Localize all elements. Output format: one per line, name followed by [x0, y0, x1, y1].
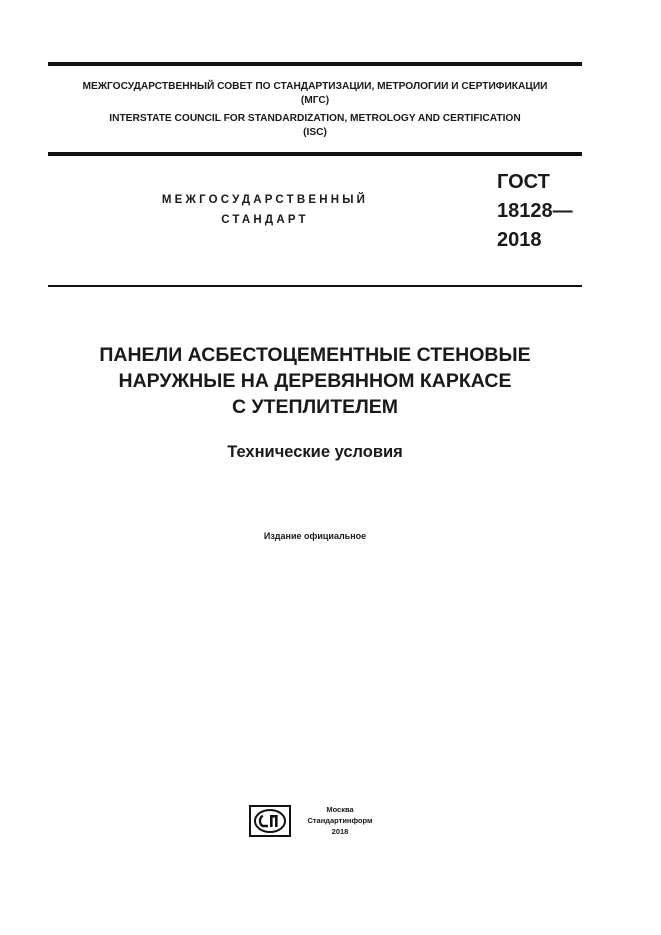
- document-subtitle: Технические условия: [227, 443, 403, 461]
- title-line3: С УТЕПЛИТЕЛЕМ: [231, 396, 399, 418]
- edition-note: Издание официальное: [263, 531, 367, 541]
- council-header: [48, 80, 582, 140]
- publisher-year: 2018: [331, 827, 349, 836]
- council-ru-abbr: (МГС): [300, 95, 330, 106]
- standard-type: [100, 190, 430, 230]
- council-bottom-rule: [48, 152, 582, 156]
- header-bottom-rule: [48, 285, 582, 287]
- gost-prefix: ГОСТ: [497, 171, 550, 193]
- council-en-abbr: (ISC): [303, 127, 327, 138]
- title-line1: ПАНЕЛИ АСБЕСТОЦЕМЕНТНЫЕ СТЕНОВЫЕ: [99, 344, 531, 366]
- council-ru-name: МЕЖГОСУДАРСТВЕННЫЙ СОВЕТ ПО СТАНДАРТИЗАЦИИ, МЕТРОЛОГИИ И СЕРТИФИКАЦИИ: [82, 81, 548, 92]
- publisher-name: Стандартинформ: [307, 816, 373, 825]
- publisher-city: Москва: [326, 805, 354, 814]
- standartinform-logo-icon: [249, 805, 291, 837]
- standard-type-line1: МЕЖГОСУДАРСТВЕННЫЙ: [161, 194, 369, 206]
- publisher-imprint: [295, 804, 385, 837]
- gost-number: 18128—: [497, 200, 573, 222]
- standard-type-line2: СТАНДАРТ: [221, 214, 309, 226]
- top-rule: [48, 62, 582, 66]
- document-title: [30, 342, 600, 420]
- title-line2: НАРУЖНЫЕ НА ДЕРЕВЯННОМ КАРКАСЕ: [118, 370, 512, 392]
- gost-year: 2018: [497, 229, 542, 251]
- gost-designation: [497, 168, 573, 255]
- council-en-name: INTERSTATE COUNCIL FOR STANDARDIZATION, METROLOGY AND CERTIFICATION: [109, 113, 521, 124]
